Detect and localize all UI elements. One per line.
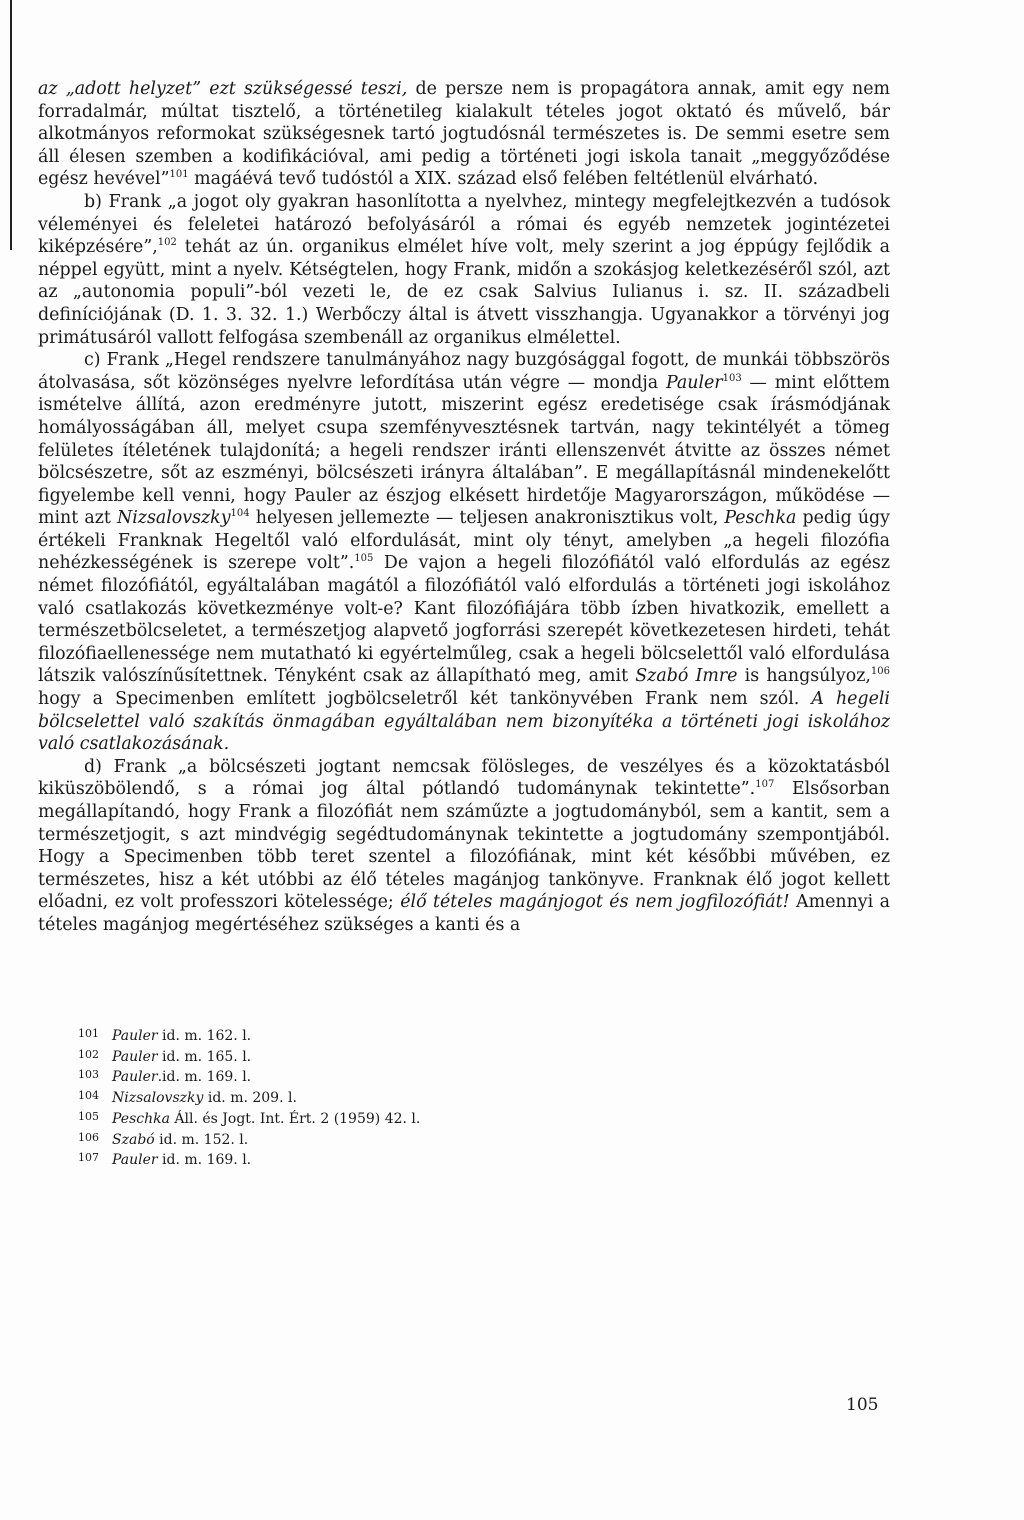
text-run: helyesen jellemezte — teljesen anakronisztikus volt, (249, 508, 725, 529)
text-run: tehát az ún. organikus elmélet híve volt, mely szerint a jog éppúgy fejlődik a néppel együtt, mint a nyelv. Kétségtelen, hogy Frank, midőn a szokásjog keletkezéséről szól, azt az „autonomia populi”-ból vezeti le, de ez csak Salvius Iulianus i. sz. II. századbeli definíciójának (D. 1. 3. 32. 1.) Werbőczy által is átvett visszhangja. Ugyanakkor a törvényi jog primátusáról vallott felfogása szembenáll az organikus elmélettel. (38, 237, 890, 348)
footnote-ref: 102 (157, 237, 177, 249)
text-run: hogy a Specimenben említett jogbölcseletről két tankönyvében Frank nem szól. (38, 689, 812, 710)
text-run: Elsősorban megállapítandó, hogy Frank a filozófiát nem száműzte a jogtudományból, sem a kantit, sem a természetjogit, s azt mindvégig segédtudománynak tekintette a jogtudomány szempontjából. Hogy a Specimenben több teret szentel a filozófiának, mint két későbbi művében, ez természetes, hisz a két utóbbi az élő tételes magánjog tankönyve. Franknak élő jogot kellett előadni, ez volt professzori kötelessége; (38, 779, 891, 913)
footnote-author: Szabó (112, 1131, 155, 1148)
footnote (78, 1046, 878, 1067)
paragraph (38, 78, 890, 191)
footnote-citation: .id. m. 169. l. (157, 1069, 252, 1086)
footnote-author: Pauler (112, 1048, 158, 1065)
text-run: de persze nem is propagátora annak, amit egy nem forradalmár, múltat tisztelő, a történetileg kialakult tételes jogot oktató és művelő, bár alkotmányos reformokat szükségesnek tartó jogtudósnál természetes is. De semmi esetre sem áll élesen szemben a kodifikációval, ami pedig a történeti jogi iskola tanait „meggyőződése egész hevével” (38, 79, 890, 190)
italic-text: Nizsalovszky (117, 508, 231, 529)
body-text (38, 78, 890, 937)
italic-text: Pauler (665, 372, 723, 393)
footnote (78, 1066, 878, 1087)
text-run: pedig úgy értékeli Franknak Hegeltől való elfordulását, mint oly tényt, amelyben „a hegeli filozófia nehézkességének is szerepe volt”. (38, 508, 890, 574)
text-run: b) Frank „a jogot oly gyakran hasonlította a nyelvhez, mintegy megfelejtkezvén a tudósok véleményei és feleletei határozó befolyásáról a római és egyéb nemzetek jogintézetei kiképzésére”, (38, 191, 890, 258)
footnote-ref: 107 (755, 779, 775, 791)
footnote (78, 1025, 878, 1046)
footnote-citation: id. m. 169. l. (157, 1152, 252, 1169)
footnote-number: 107 (78, 1151, 99, 1165)
italic-text: Peschka (724, 508, 797, 529)
footnote-number: 106 (78, 1130, 99, 1144)
footnote-author: Nizsalovszky (112, 1090, 204, 1107)
footnote-author: Pauler (112, 1028, 158, 1044)
footnote-number: 104 (78, 1089, 99, 1103)
footnotes (78, 1025, 878, 1170)
footnote-ref: 105 (354, 553, 374, 565)
footnote-author: Peschka (112, 1110, 170, 1127)
footnote-citation: id. m. 209. l. (203, 1090, 297, 1107)
footnote (78, 1149, 878, 1170)
text-run: d) Frank „a bölcsészeti jogtant nemcsak fölösleges, de veszélyes és a közoktatásból kiküszöbölendő, s a római jog által pótlandó tudománynak tekintette”. (38, 756, 890, 800)
footnote-ref: 104 (230, 508, 250, 520)
footnote-citation: Áll. és Jogt. Int. Ért. 2 (1959) 42. l. (169, 1110, 421, 1127)
footnote (78, 1108, 878, 1129)
footnote-author: Pauler (112, 1069, 158, 1086)
footnote-author: Pauler (112, 1152, 158, 1169)
text-run: Amennyi a tételes magánjog megértéséhez szükséges a kanti és a (38, 892, 890, 935)
footnote-citation: id. m. 165. l. (157, 1048, 252, 1065)
text-run: c) Frank „Hegel rendszere tanulmányához nagy buzgósággal fogott, de munkái többszörös átolvasása, sőt közönséges nyelvre lefordítása után végre — mondja (38, 350, 890, 393)
footnote-ref: 106 (870, 666, 890, 678)
text-run: — mint előttem ismételve állítá, azon eredményre jutott, miszerint egész eredetisége csak írásmódjának homályosságában áll, melyet csupa szemfényvesztésnek tartván, nagy tekintélyét a tömeg felületes ítéletének tulajdonítá; a hegeli rendszer iránti ellenszenvét átvitte az összes német bölcsészetre, sőt az eszményi, bölcsészeti irányra általában”. E megállapításnál mindenekelőtt figyelembe kell venni, hogy Pauler az észjog elkésett hirdetője Magyarországon, működése — mint azt (38, 372, 890, 529)
footnote-citation: id. m. 162. l. (157, 1028, 252, 1044)
footnote-number: 101 (78, 1027, 99, 1040)
text-run: is hangsúlyoz, (737, 666, 871, 687)
italic-text: A hegeli bölcselettel való szakítás önmagában egyáltalában nem bizonyítéka a történeti jogi iskolához való csatlakozásának. (38, 689, 890, 755)
footnote-citation: id. m. 152. l. (154, 1131, 249, 1148)
footnote-number: 102 (78, 1047, 99, 1061)
page-number: 105 (846, 1395, 879, 1415)
paragraph (38, 756, 890, 937)
paragraph (38, 191, 890, 349)
footnote (78, 1129, 878, 1150)
text-run: magáévá tevő tudóstól a XIX. század első felében feltétlenül elvárható. (188, 169, 819, 190)
footnote-number: 103 (78, 1068, 99, 1082)
italic-text: az „adott helyzet” ezt szükségessé teszi, (38, 79, 408, 99)
text-run: De vajon a hegeli filozófiától való elfordulás az egész német filozófiától, egyáltalában magától a filozófiától való elfordulás a történeti jogi iskolához való csatlakozás következménye volt-e? Kant filozófiájára több ízben hivatkozik, emellett a természetbölcseletet, a természetjog alapvető jogforrási szerepét következetesen hirdeti, tehát filozófiaellenessége nem mutatható ki egyértelműleg, csak a hegeli bölcselettől való elfordulása látszik valószínűsítettnek. Tényként csak az állapítható meg, amit (38, 553, 890, 687)
footnote (78, 1087, 878, 1108)
footnote-number: 105 (78, 1109, 99, 1123)
italic-text: Szabó Imre (635, 666, 738, 687)
footnote-ref: 103 (722, 372, 742, 384)
footnote-ref: 101 (169, 169, 189, 181)
paragraph (38, 349, 890, 756)
italic-text: élő tételes magánjogot és nem jogfilozófiát! (400, 892, 790, 913)
scan-edge-line (10, 0, 12, 250)
